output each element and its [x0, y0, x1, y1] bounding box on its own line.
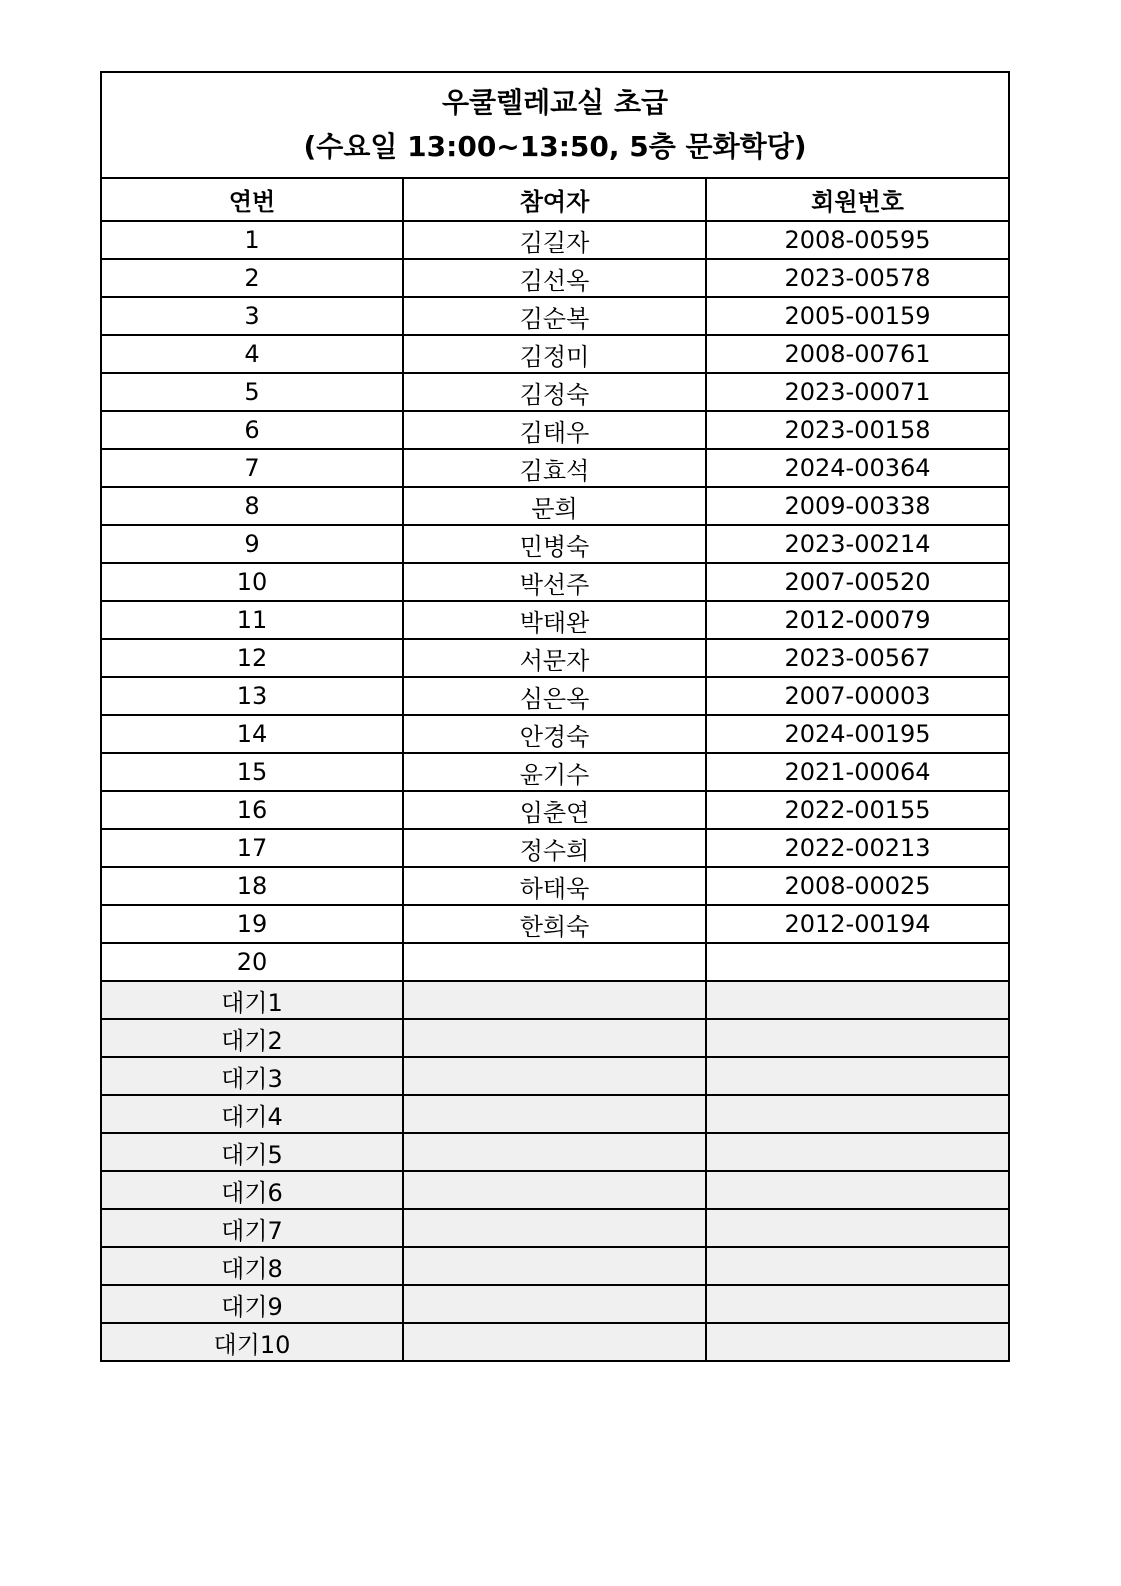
row-number-cell: 대기10 [101, 1323, 403, 1361]
participant-cell: 문희 [403, 487, 706, 525]
member-id-cell [706, 943, 1009, 981]
waiting-row [101, 1323, 1009, 1361]
table-row [101, 715, 1009, 753]
table-row [101, 221, 1009, 259]
participant-cell [403, 1323, 706, 1361]
row-number-cell: 8 [101, 487, 403, 525]
member-id-cell: 2008-00761 [706, 335, 1009, 373]
participant-cell: 하태욱 [403, 867, 706, 905]
column-header-participant: 참여자 [403, 178, 706, 221]
waiting-row [101, 1057, 1009, 1095]
table-row [101, 943, 1009, 981]
title-row [101, 72, 1009, 178]
roster-body [101, 221, 1009, 1361]
participant-cell: 안경숙 [403, 715, 706, 753]
table-row [101, 639, 1009, 677]
row-number-cell: 3 [101, 297, 403, 335]
member-id-cell: 2021-00064 [706, 753, 1009, 791]
row-number-cell: 20 [101, 943, 403, 981]
row-number-cell: 대기6 [101, 1171, 403, 1209]
row-number-cell: 11 [101, 601, 403, 639]
row-number-cell: 5 [101, 373, 403, 411]
waiting-row [101, 1019, 1009, 1057]
member-id-cell [706, 1133, 1009, 1171]
participant-cell: 김정숙 [403, 373, 706, 411]
roster-table [100, 71, 1010, 1362]
member-id-cell: 2012-00194 [706, 905, 1009, 943]
participant-cell [403, 981, 706, 1019]
waiting-row [101, 1285, 1009, 1323]
table-row [101, 677, 1009, 715]
waiting-row [101, 1247, 1009, 1285]
table-row [101, 525, 1009, 563]
table-row [101, 601, 1009, 639]
roster-sheet [100, 71, 1008, 1362]
member-id-cell: 2022-00155 [706, 791, 1009, 829]
table-row [101, 335, 1009, 373]
member-id-cell: 2007-00003 [706, 677, 1009, 715]
row-number-cell: 15 [101, 753, 403, 791]
member-id-cell: 2005-00159 [706, 297, 1009, 335]
participant-cell: 김순복 [403, 297, 706, 335]
member-id-cell [706, 1095, 1009, 1133]
participant-cell [403, 1057, 706, 1095]
participant-cell: 심은옥 [403, 677, 706, 715]
participant-cell [403, 1247, 706, 1285]
participant-cell [403, 1095, 706, 1133]
column-header-number: 연번 [101, 178, 403, 221]
participant-cell [403, 1209, 706, 1247]
waiting-row [101, 1171, 1009, 1209]
row-number-cell: 대기2 [101, 1019, 403, 1057]
member-id-cell: 2008-00595 [706, 221, 1009, 259]
participant-cell: 임춘연 [403, 791, 706, 829]
participant-cell [403, 943, 706, 981]
row-number-cell: 13 [101, 677, 403, 715]
participant-cell: 한희숙 [403, 905, 706, 943]
table-row [101, 411, 1009, 449]
member-id-cell: 2007-00520 [706, 563, 1009, 601]
participant-cell [403, 1133, 706, 1171]
member-id-cell: 2023-00214 [706, 525, 1009, 563]
row-number-cell: 18 [101, 867, 403, 905]
member-id-cell [706, 1019, 1009, 1057]
table-row [101, 373, 1009, 411]
table-row [101, 563, 1009, 601]
row-number-cell: 대기1 [101, 981, 403, 1019]
member-id-cell [706, 1247, 1009, 1285]
header-row [101, 178, 1009, 221]
row-number-cell: 10 [101, 563, 403, 601]
column-header-member-id: 회원번호 [706, 178, 1009, 221]
row-number-cell: 대기7 [101, 1209, 403, 1247]
row-number-cell: 대기5 [101, 1133, 403, 1171]
row-number-cell: 6 [101, 411, 403, 449]
page-title [101, 72, 1009, 178]
member-id-cell: 2009-00338 [706, 487, 1009, 525]
title-line-1: 우쿨렐레교실 초급 [441, 86, 669, 119]
member-id-cell: 2023-00071 [706, 373, 1009, 411]
row-number-cell: 16 [101, 791, 403, 829]
participant-cell [403, 1285, 706, 1323]
member-id-cell [706, 981, 1009, 1019]
row-number-cell: 12 [101, 639, 403, 677]
row-number-cell: 7 [101, 449, 403, 487]
member-id-cell [706, 1323, 1009, 1361]
row-number-cell: 14 [101, 715, 403, 753]
participant-cell: 김효석 [403, 449, 706, 487]
table-row [101, 905, 1009, 943]
member-id-cell [706, 1171, 1009, 1209]
title-line-2: (수요일 13:00~13:50, 5층 문화학당) [303, 130, 807, 163]
row-number-cell: 19 [101, 905, 403, 943]
participant-cell: 정수희 [403, 829, 706, 867]
participant-cell [403, 1171, 706, 1209]
row-number-cell: 대기4 [101, 1095, 403, 1133]
row-number-cell: 4 [101, 335, 403, 373]
waiting-row [101, 1095, 1009, 1133]
participant-cell: 박선주 [403, 563, 706, 601]
waiting-row [101, 1133, 1009, 1171]
row-number-cell: 1 [101, 221, 403, 259]
table-row [101, 791, 1009, 829]
row-number-cell: 17 [101, 829, 403, 867]
participant-cell: 윤기수 [403, 753, 706, 791]
table-row [101, 829, 1009, 867]
participant-cell: 민병숙 [403, 525, 706, 563]
member-id-cell: 2012-00079 [706, 601, 1009, 639]
participant-cell: 김태우 [403, 411, 706, 449]
member-id-cell: 2023-00567 [706, 639, 1009, 677]
participant-cell: 박태완 [403, 601, 706, 639]
member-id-cell: 2023-00158 [706, 411, 1009, 449]
table-row [101, 867, 1009, 905]
member-id-cell: 2023-00578 [706, 259, 1009, 297]
table-row [101, 297, 1009, 335]
table-row [101, 259, 1009, 297]
participant-cell [403, 1019, 706, 1057]
member-id-cell [706, 1285, 1009, 1323]
member-id-cell: 2022-00213 [706, 829, 1009, 867]
row-number-cell: 대기3 [101, 1057, 403, 1095]
member-id-cell: 2008-00025 [706, 867, 1009, 905]
table-row [101, 487, 1009, 525]
member-id-cell [706, 1209, 1009, 1247]
table-row [101, 753, 1009, 791]
participant-cell: 서문자 [403, 639, 706, 677]
table-row [101, 449, 1009, 487]
member-id-cell: 2024-00364 [706, 449, 1009, 487]
row-number-cell: 대기9 [101, 1285, 403, 1323]
participant-cell: 김길자 [403, 221, 706, 259]
member-id-cell: 2024-00195 [706, 715, 1009, 753]
waiting-row [101, 1209, 1009, 1247]
row-number-cell: 대기8 [101, 1247, 403, 1285]
participant-cell: 김선옥 [403, 259, 706, 297]
participant-cell: 김정미 [403, 335, 706, 373]
member-id-cell [706, 1057, 1009, 1095]
row-number-cell: 9 [101, 525, 403, 563]
waiting-row [101, 981, 1009, 1019]
row-number-cell: 2 [101, 259, 403, 297]
